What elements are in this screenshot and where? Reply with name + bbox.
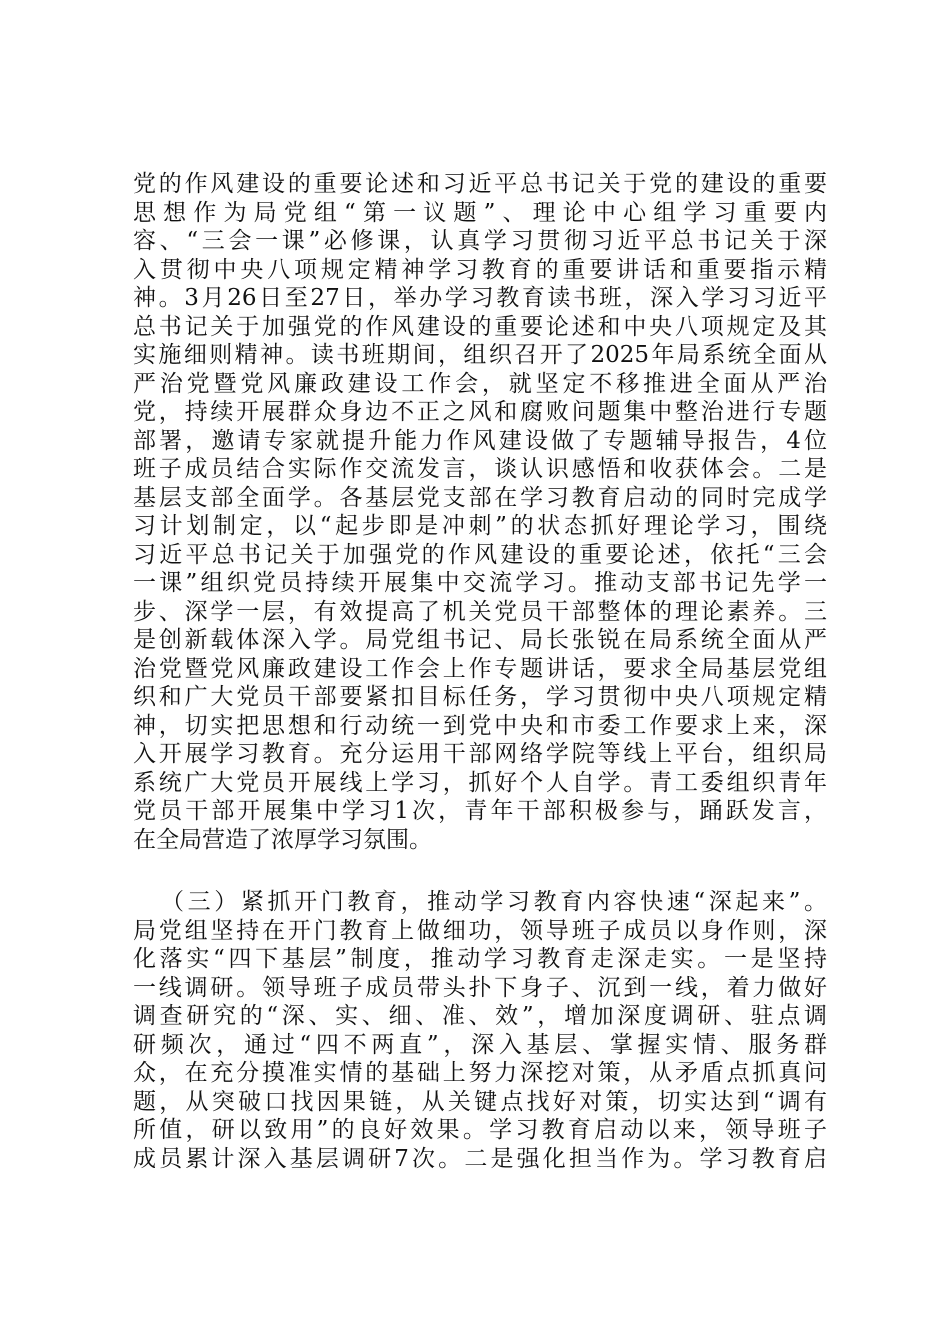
text-line: 实施细则精神。读书班期间，组织召开了2025年局系统全面从 <box>133 342 827 368</box>
text-line: 班子成员结合实际作交流发言，谈认识感悟和收获体会。二是 <box>133 456 827 482</box>
text-line: 部署，邀请专家就提升能力作风建设做了专题辅导报告，4位 <box>133 427 827 454</box>
section-heading-line: （三）紧抓开门教育，推动学习教育内容快速“深起来”。 <box>161 889 827 915</box>
text-line: 化落实“四下基层”制度，推动学习教育走深走实。一是坚持 <box>133 946 827 972</box>
text-line: 系统广大党员开展线上学习，抓好个人自学。青工委组织青年 <box>133 769 827 796</box>
text-line: 习计划制定，以“起步即是冲刺”的状态抓好理论学习，围绕 <box>133 513 827 539</box>
text-line: 思想作为局党组“第一议题”、理论中心组学习重要内 <box>133 199 827 226</box>
text-line: 局党组坚持在开门教育上做细功，领导班子成员以身作则，深 <box>133 917 827 944</box>
paragraph-study-activities <box>133 170 827 854</box>
text-line: 题，从突破口找因果链，从关键点找好对策，切实达到“调有 <box>133 1088 827 1115</box>
text-line: 习近平总书记关于加强党的作风建设的重要论述，依托“三会 <box>133 541 827 568</box>
text-line: 神，切实把思想和行动统一到党中央和市委工作要求上来，深 <box>133 712 827 739</box>
text-line: 党员干部开展集中学习1次，青年干部积极参与，踊跃发言， <box>133 798 827 824</box>
text-line: 成员累计深入基层调研7次。二是强化担当作为。学习教育启 <box>133 1145 827 1172</box>
text-line: 治党暨党风廉政建设工作会上作专题讲话，要求全局基层党组 <box>133 655 827 682</box>
text-line: 党，持续开展群众身边不正之风和腐败问题集中整治进行专题 <box>133 399 827 425</box>
text-line: 严治党暨党风廉政建设工作会，就坚定不移推进全面从严治 <box>133 370 827 397</box>
paragraph-open-door-education <box>133 888 827 1173</box>
text-line: 总书记关于加强党的作风建设的重要论述和中央八项规定及其 <box>133 313 827 340</box>
text-line: 所值，研以致用”的良好效果。学习教育启动以来，领导班子 <box>133 1117 827 1143</box>
text-line: 步、深学一层，有效提高了机关党员干部整体的理论素养。三 <box>133 598 827 625</box>
text-line: 容、“三会一课”必修课，认真学习贯彻习近平总书记关于深 <box>133 228 827 254</box>
text-line: 织和广大党员干部要紧扣目标任务，学习贯彻中央八项规定精 <box>133 684 827 710</box>
text-line: 研频次，通过“四不两直”，深入基层、掌握实情、服务群 <box>133 1031 827 1058</box>
text-line: 神。3月26日至27日，举办学习教育读书班，深入学习习近平 <box>133 285 827 311</box>
text-line: 基层支部全面学。各基层党支部在学习教育启动的同时完成学 <box>133 484 827 511</box>
text-line: 调查研究的“深、实、细、准、效”，增加深度调研、驻点调 <box>133 1003 827 1029</box>
text-line: 在全局营造了浓厚学习氛围。 <box>133 826 432 853</box>
text-line: 一课”组织党员持续开展集中交流学习。推动支部书记先学一 <box>133 570 827 596</box>
text-line: 党的作风建设的重要论述和习近平总书记关于党的建设的重要 <box>133 171 827 197</box>
text-line: 是创新载体深入学。局党组书记、局长张锐在局系统全面从严 <box>133 627 827 653</box>
text-line: 入开展学习教育。充分运用干部网络学院等线上平台，组织局 <box>133 741 827 767</box>
text-line: 一线调研。领导班子成员带头扑下身子、沉到一线，着力做好 <box>133 974 827 1001</box>
text-line: 众，在充分摸准实情的基础上努力深挖对策，从矛盾点抓真问 <box>133 1060 827 1086</box>
text-line: 入贯彻中央八项规定精神学习教育的重要讲话和重要指示精 <box>133 256 827 283</box>
